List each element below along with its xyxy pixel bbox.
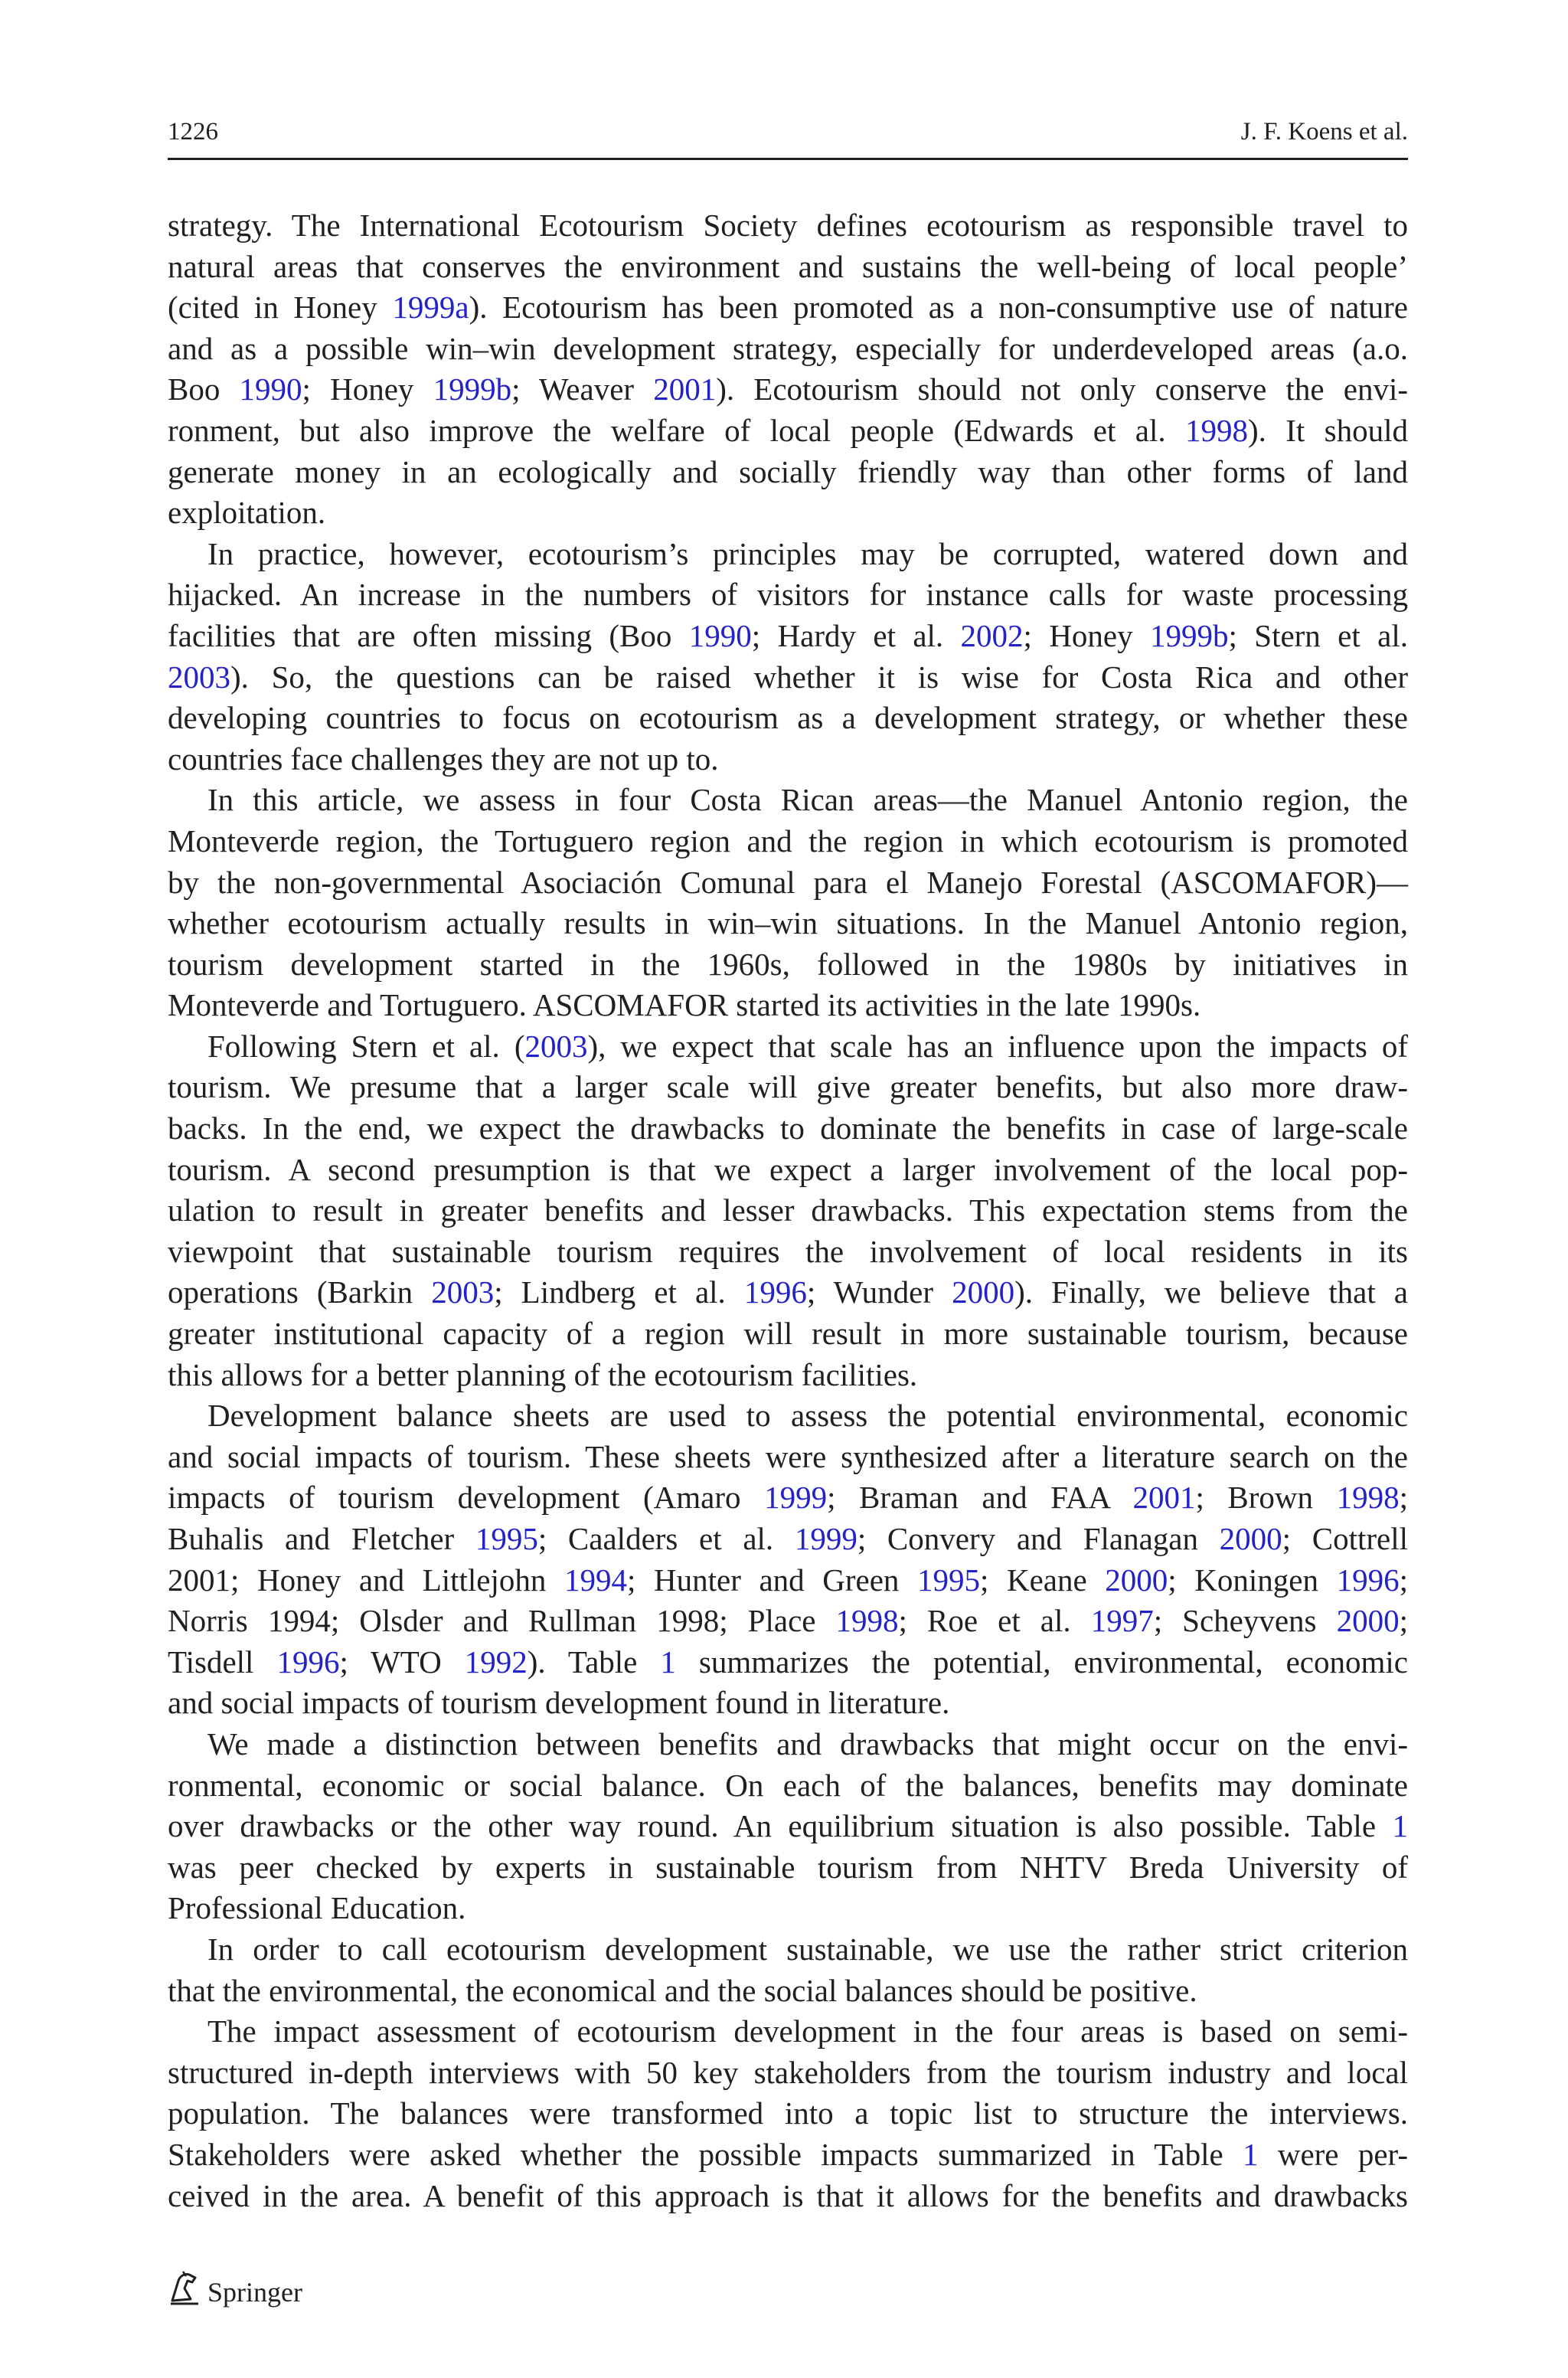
text-line xyxy=(168,1477,1408,1519)
text-line xyxy=(168,534,1408,575)
text-line xyxy=(168,1806,1408,1847)
text-line xyxy=(168,2134,1408,2176)
citation-link[interactable]: 1996 xyxy=(743,1274,807,1310)
text-run: ; Hardy et al. xyxy=(751,617,961,653)
text-line xyxy=(168,1519,1408,1560)
citation-link[interactable]: 1 xyxy=(660,1644,676,1680)
citation-link[interactable]: 2003 xyxy=(168,659,230,695)
text-run: ; Lindberg et al. xyxy=(494,1274,744,1310)
text-line xyxy=(168,1560,1408,1601)
text-run: natural areas that conserves the environment and sustains the well-being of local people’ xyxy=(168,248,1408,284)
text-line xyxy=(168,247,1408,288)
text-line xyxy=(168,1067,1408,1108)
text-run: We made a distinction between benefits and drawbacks that might occur on the envi- xyxy=(207,1725,1408,1761)
text-line xyxy=(168,574,1408,616)
springer-horse-icon xyxy=(168,2270,201,2307)
text-line xyxy=(168,1108,1408,1150)
citation-link[interactable]: 2000 xyxy=(1105,1562,1168,1598)
text-run: ; Stern et al. xyxy=(1228,617,1408,653)
text-line xyxy=(168,698,1408,739)
text-line xyxy=(168,1847,1408,1889)
text-run: this allows for a better planning of the ecotourism facilities. xyxy=(168,1356,918,1392)
text-run: 2001; Honey and Littlejohn xyxy=(168,1562,564,1598)
text-line xyxy=(168,1232,1408,1273)
text-line xyxy=(168,1272,1408,1313)
text-run: ; xyxy=(1399,1603,1408,1639)
citation-link[interactable]: 1 xyxy=(1392,1808,1408,1844)
citation-link[interactable]: 1990 xyxy=(688,617,752,653)
text-run: exploitation. xyxy=(168,495,326,531)
text-line xyxy=(168,1601,1408,1642)
text-line xyxy=(168,452,1408,493)
text-run: countries face challenges they are not up to. xyxy=(168,741,719,777)
citation-link[interactable]: 1 xyxy=(1243,2136,1259,2172)
text-run: ). Table xyxy=(527,1644,661,1680)
text-run: In order to call ecotourism development sustainable, we use the rather strict criterion xyxy=(207,1931,1408,1967)
text-run: and social impacts of tourism development found in literature. xyxy=(168,1685,950,1721)
text-run: ; WTO xyxy=(339,1644,465,1680)
citation-link[interactable]: 1999b xyxy=(433,371,512,407)
citation-link[interactable]: 1998 xyxy=(1336,1480,1400,1516)
running-authors: J. F. Koens et al. xyxy=(1240,118,1408,146)
text-run: tourism. We presume that a larger scale will give greater benefits, but also more draw- xyxy=(168,1069,1408,1105)
text-run: ; Convery and Flanagan xyxy=(857,1521,1220,1556)
text-run: ; Keane xyxy=(980,1562,1106,1598)
text-line xyxy=(168,2011,1408,2053)
text-run: ; Honey xyxy=(1023,617,1150,653)
text-run: impacts of tourism development (Amaro xyxy=(168,1480,765,1516)
text-run: ). Ecotourism has been promoted as a non-consumptive use of nature xyxy=(469,289,1409,325)
text-run: whether ecotourism actually results in win–win situations. In the Manuel Antonio region, xyxy=(168,905,1408,941)
text-line xyxy=(168,411,1408,452)
citation-link[interactable]: 1995 xyxy=(917,1562,980,1598)
text-run: generate money in an ecologically and socially friendly way than other forms of land xyxy=(168,453,1408,489)
text-run: structured in-depth interviews with 50 key stakeholders from the tourism industry and local xyxy=(168,2054,1408,2090)
text-run: ; Hunter and Green xyxy=(627,1562,917,1598)
citation-link[interactable]: 2000 xyxy=(1336,1603,1400,1639)
text-line xyxy=(168,903,1408,944)
text-line xyxy=(168,1395,1408,1437)
text-run: Monteverde region, the Tortuguero region and the region in which ecotourism is promoted xyxy=(168,823,1408,859)
text-run: Development balance sheets are used to assess the potential environmental, economic xyxy=(207,1398,1408,1434)
text-run: Tisdell xyxy=(168,1644,277,1680)
citation-link[interactable]: 1999a xyxy=(392,289,469,325)
text-line xyxy=(168,492,1408,534)
text-run: by the non-governmental Asociación Comunal para el Manejo Forestal (ASCOMAFOR)— xyxy=(168,864,1408,900)
citation-link[interactable]: 1995 xyxy=(475,1521,538,1556)
text-run: Buhalis and Fletcher xyxy=(168,1521,475,1556)
text-line xyxy=(168,2176,1408,2217)
text-line xyxy=(168,1888,1408,1929)
text-run: ronmental, economic or social balance. On each of the balances, benefits may dominate xyxy=(168,1767,1408,1803)
text-run: greater institutional capacity of a region will result in more sustainable tourism, because xyxy=(168,1316,1408,1352)
text-run: ; Honey xyxy=(302,371,433,407)
text-run: viewpoint that sustainable tourism requires the involvement of local residents in its xyxy=(168,1233,1408,1269)
text-run: over drawbacks or the other way round. An equilibrium situation is also possible. Table xyxy=(168,1808,1393,1844)
text-run: that the environmental, the economical and the social balances should be positive. xyxy=(168,1972,1197,2008)
citation-link[interactable]: 2002 xyxy=(960,617,1024,653)
text-run: ; Wunder xyxy=(806,1274,952,1310)
text-line xyxy=(168,1150,1408,1191)
text-run: (cited in Honey xyxy=(168,289,393,325)
text-line xyxy=(168,616,1408,657)
text-line xyxy=(168,287,1408,329)
text-run: ulation to result in greater benefits and lesser drawbacks. This expectation stems from the xyxy=(168,1192,1408,1228)
text-run: ; Weaver xyxy=(511,371,654,407)
text-line xyxy=(168,2093,1408,2134)
text-run: ; Caalders et al. xyxy=(537,1521,795,1556)
citation-link[interactable]: 1999 xyxy=(794,1521,858,1556)
text-line xyxy=(168,1355,1408,1396)
citation-link[interactable]: 1999b xyxy=(1150,617,1229,653)
citation-link[interactable]: 2003 xyxy=(524,1028,588,1064)
text-run: Monteverde and Tortuguero. ASCOMAFOR started its activities in the late 1990s. xyxy=(168,987,1201,1023)
text-line xyxy=(168,1026,1408,1068)
text-run: strategy. The International Ecotourism Society defines ecotourism as responsible travel to xyxy=(168,208,1408,243)
text-line xyxy=(168,985,1408,1026)
text-line xyxy=(168,1437,1408,1478)
citation-link[interactable]: 2003 xyxy=(431,1274,495,1310)
text-line xyxy=(168,2053,1408,2094)
text-run: hijacked. An increase in the numbers of visitors for instance calls for waste processing xyxy=(168,577,1408,613)
text-run: tourism development started in the 1960s, followed in the 1980s by initiatives in xyxy=(168,946,1408,982)
text-run: Stakeholders were asked whether the possible impacts summarized in Table xyxy=(168,2136,1243,2172)
text-run: operations (Barkin xyxy=(168,1274,432,1310)
text-line xyxy=(168,1642,1408,1683)
text-line xyxy=(168,1971,1408,2012)
text-run: ronment, but also improve the welfare of local people (Edwards et al. xyxy=(168,412,1185,448)
text-run: ; Scheyvens xyxy=(1153,1603,1337,1639)
citation-link[interactable]: 1997 xyxy=(1090,1603,1154,1639)
text-line xyxy=(168,1190,1408,1232)
citation-link[interactable]: 2001 xyxy=(653,371,717,407)
text-run: were per- xyxy=(1258,2136,1409,2172)
text-run: In this article, we assess in four Costa Rican areas—the Manuel Antonio region, the xyxy=(207,782,1408,818)
text-run: and social impacts of tourism. These sheets were synthesized after a literature search on the xyxy=(168,1438,1408,1474)
text-run: ). It should xyxy=(1247,412,1408,448)
text-run: facilities that are often missing (Boo xyxy=(168,617,689,653)
citation-link[interactable]: 1992 xyxy=(464,1644,528,1680)
text-run: ; Brown xyxy=(1195,1480,1337,1516)
text-run: ; Koningen xyxy=(1168,1562,1337,1598)
text-line xyxy=(168,862,1408,904)
page-number: 1226 xyxy=(168,118,218,146)
citation-link[interactable]: 1994 xyxy=(564,1562,627,1598)
citation-link[interactable]: 1990 xyxy=(239,371,302,407)
text-run: ; Braman and FAA xyxy=(827,1480,1133,1516)
citation-link[interactable]: 1999 xyxy=(764,1480,828,1516)
text-line xyxy=(168,739,1408,780)
text-line xyxy=(168,369,1408,411)
text-line xyxy=(168,329,1408,370)
text-run: and as a possible win–win development strategy, especially for underdeveloped areas (a.o. xyxy=(168,330,1408,366)
running-header xyxy=(168,115,1408,160)
text-run: Professional Education. xyxy=(168,1890,466,1926)
text-run: tourism. A second presumption is that we expect a larger involvement of the local pop- xyxy=(168,1151,1408,1187)
citation-link[interactable]: 1996 xyxy=(276,1644,340,1680)
text-run: population. The balances were transformed into a topic list to structure the interviews. xyxy=(168,2095,1408,2131)
text-line xyxy=(168,1724,1408,1765)
citation-link[interactable]: 1998 xyxy=(1184,412,1248,448)
text-run: summarizes the potential, environmental, economic xyxy=(675,1644,1408,1680)
text-run: ; xyxy=(1399,1480,1409,1516)
text-line xyxy=(168,657,1408,698)
text-run: In practice, however, ecotourism’s principles may be corrupted, watered down and xyxy=(207,535,1408,571)
citation-link[interactable]: 1996 xyxy=(1336,1562,1400,1598)
text-run: ). Ecotourism should not only conserve the envi- xyxy=(716,371,1409,407)
text-run: was peer checked by experts in sustainable tourism from NHTV Breda University of xyxy=(168,1849,1408,1885)
text-line xyxy=(168,205,1408,247)
text-line xyxy=(168,1313,1408,1355)
text-run: ). Finally, we believe that a xyxy=(1014,1274,1409,1310)
text-run: Boo xyxy=(168,371,240,407)
text-line xyxy=(168,944,1408,986)
text-run: ; xyxy=(1399,1562,1408,1598)
text-run: Following Stern et al. ( xyxy=(207,1028,525,1064)
text-run: ), we expect that scale has an influence upon the impacts of xyxy=(587,1028,1408,1064)
text-line xyxy=(168,821,1408,862)
citation-link[interactable]: 2000 xyxy=(1219,1521,1282,1556)
body-text xyxy=(168,205,1408,2216)
citation-link[interactable]: 2001 xyxy=(1132,1480,1196,1516)
text-run: ). So, the questions can be raised whether it is wise for Costa Rica and other xyxy=(230,659,1408,695)
text-run: ceived in the area. A benefit of this approach is that it allows for the benefits and drawbacks xyxy=(168,2177,1408,2213)
text-line xyxy=(168,1683,1408,1724)
text-line xyxy=(168,1765,1408,1807)
text-line xyxy=(168,1929,1408,1971)
text-line xyxy=(168,780,1408,821)
citation-link[interactable]: 1998 xyxy=(835,1603,899,1639)
text-run: developing countries to focus on ecotourism as a development strategy, or whether these xyxy=(168,700,1408,736)
text-run: ; Cottrell xyxy=(1282,1521,1409,1556)
publisher-name: Springer xyxy=(207,2277,302,2308)
text-run: Norris 1994; Olsder and Rullman 1998; Place xyxy=(168,1603,836,1639)
text-run: ; Roe et al. xyxy=(898,1603,1091,1639)
citation-link[interactable]: 2000 xyxy=(952,1274,1015,1310)
text-run: The impact assessment of ecotourism development in the four areas is based on semi- xyxy=(207,2013,1408,2049)
text-run: backs. In the end, we expect the drawbacks to dominate the benefits in case of large-scale xyxy=(168,1110,1408,1146)
